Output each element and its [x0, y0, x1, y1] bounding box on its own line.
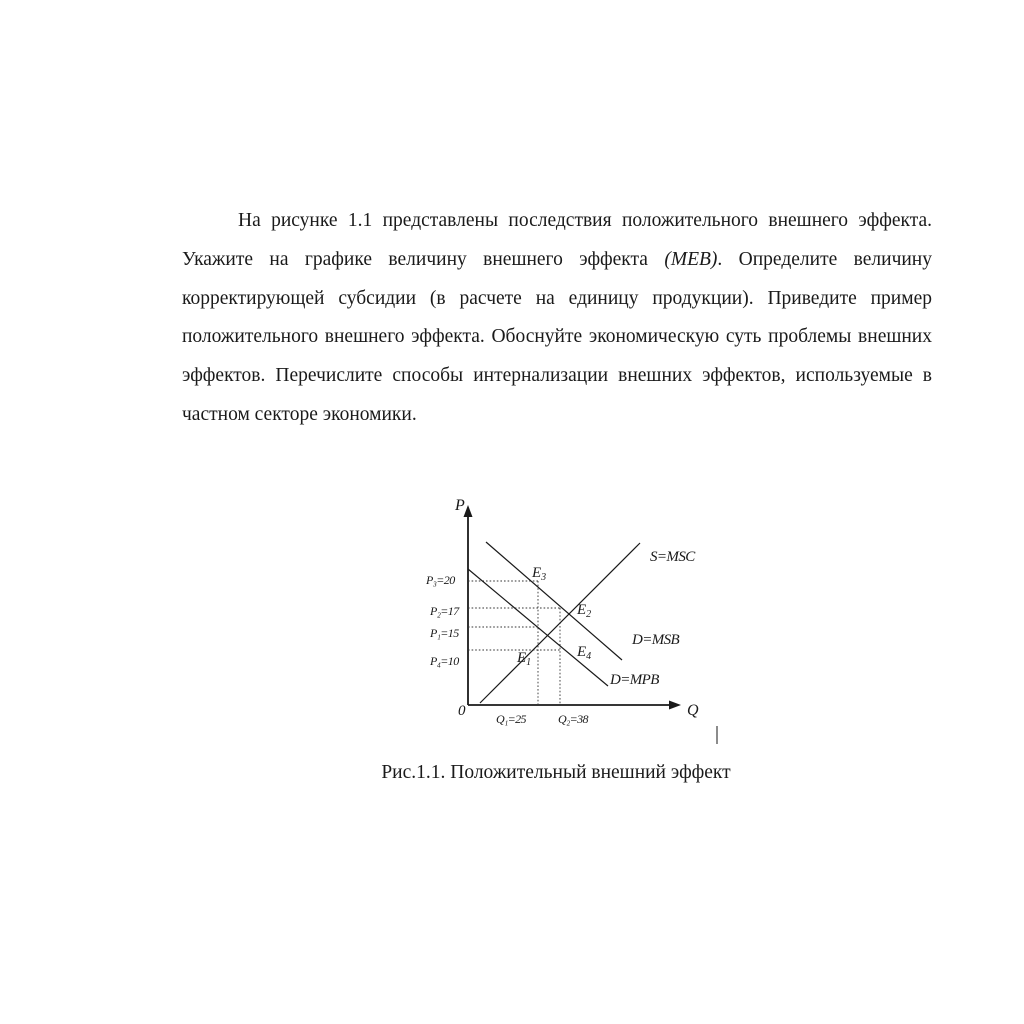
paragraph-text-part1: На рисунке 1.1 представлены последствия положительного внешнего эффекта. Укажите на графике величину внешнего эффекта [182, 210, 932, 270]
price-label-p4: P₄=10 [430, 654, 459, 668]
quantity-label-q1: Q₁=25 [496, 712, 526, 726]
curve-label-msb: D=MSB [632, 632, 680, 648]
externality-graph [410, 488, 730, 748]
curve-label-mpb: D=MPB [610, 672, 659, 688]
point-label-e3: $E_3$ [532, 565, 547, 583]
paragraph-emphasis: (МЕВ) [664, 248, 718, 270]
axis-label-q: Q [687, 702, 699, 719]
axis-label-p: P [455, 497, 465, 514]
x-axis-arrow [669, 701, 681, 710]
y-axis-arrow [464, 505, 473, 517]
point-label-e2: $E_2$ [577, 602, 592, 620]
price-label-p2: P₂=17 [430, 604, 459, 618]
figure-caption: Рис.1.1. Положительный внешний эффект [381, 762, 731, 783]
task-paragraph [182, 202, 932, 435]
graph-svg [410, 488, 730, 748]
origin-label: 0 [458, 703, 466, 719]
paragraph-text-part2: . Определите величину корректирующей субсидии (в расчете на единицу продукции). Приведите пример положительного внешнего эффекта. Обоснуйте экономическую суть проблемы внешних эффектов. Перечислите способы интернализации внешних эффектов, используемые в частном секторе экономики. [182, 248, 932, 425]
point-label-e1: $E_1$ [517, 650, 532, 668]
quantity-label-q2: Q₂=38 [558, 712, 588, 726]
curve-label-supply: S=MSC [650, 549, 695, 565]
point-label-e4: $E_4$ [577, 644, 592, 662]
price-label-p1: P₁=15 [430, 626, 459, 640]
price-label-p3: P₃=20 [426, 573, 455, 587]
